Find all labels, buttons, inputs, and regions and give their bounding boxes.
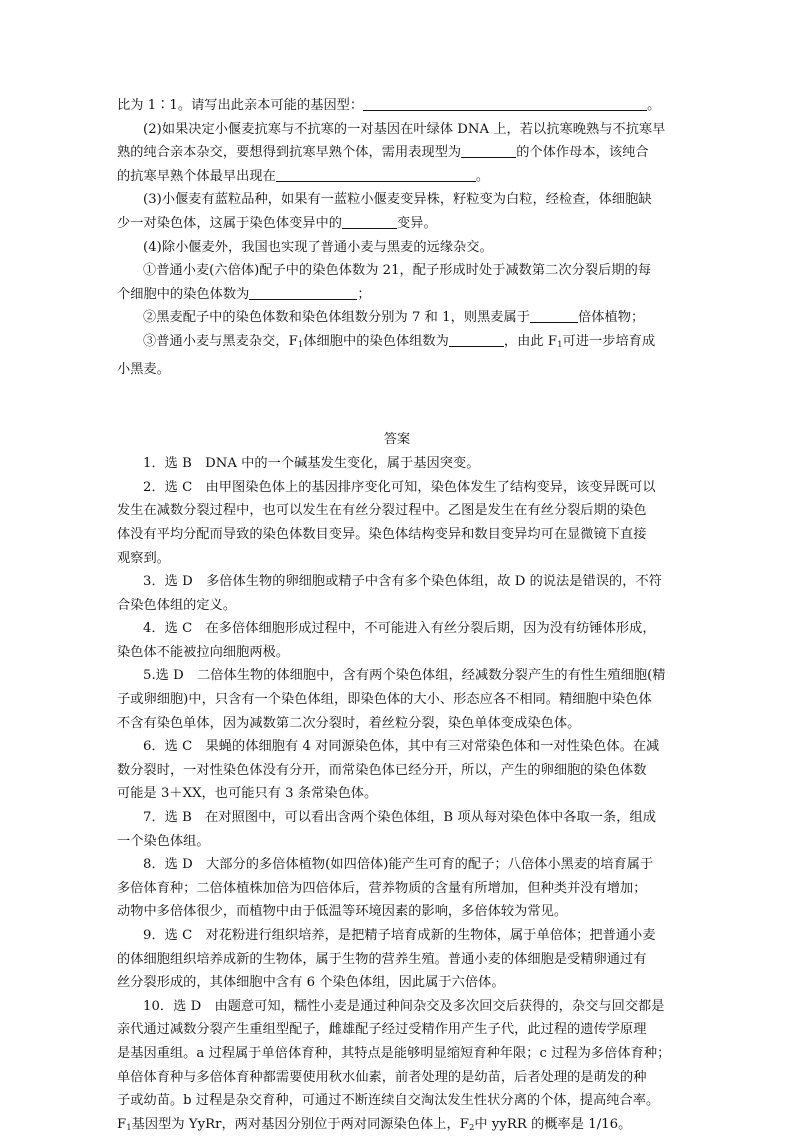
answer-line: 体没有平均分配而导致的染色体数目变异。染色体结构变异和数目变异均可在显微镜下直接	[117, 526, 647, 542]
answer-line: 5.选 D 二倍体生物的体细胞中，含有两个染色体组，经减数分裂产生的有性生殖细胞(精	[143, 668, 666, 684]
question-text: 变异。	[397, 215, 437, 231]
question-line: (4)除小偃麦外，我国也实现了普通小麦与黑麦的远缘杂交。	[143, 239, 493, 255]
answer-line: 1．选 B DNA 中的一个碱基发生变化，属于基因突变。	[143, 456, 480, 472]
question-line	[117, 165, 677, 189]
answer-line: 亲代通过减数分裂产生重组型配子，雌雄配子经过受精作用产生子代，此过程的遗传学原理	[117, 1022, 647, 1038]
question-line	[117, 306, 677, 330]
answer-blank	[276, 167, 476, 182]
question-text: ，由此 F	[503, 333, 558, 349]
answers-section	[117, 452, 677, 1113]
answer-line: 观察到。	[117, 550, 170, 566]
subscript: 1	[557, 339, 563, 350]
question-text: 熟的纯合亲本杂交，要想得到抗寒早熟个体，需用表现型为	[117, 145, 462, 161]
answer-line: 数分裂时，一对性染色体没有分开，而常染色体已经分开，所以，产生的卵细胞的染色体数	[117, 762, 647, 778]
question-text: 。	[475, 168, 490, 184]
answer-line: 4．选 C 在多倍体细胞形成过程中，不可能进入有丝分裂后期，因为没有纺锤体形成，	[143, 621, 656, 637]
subscript: 2	[468, 1122, 475, 1133]
subscript: 1	[297, 339, 304, 350]
answers-title: 答案	[383, 432, 411, 448]
question-text: 个细胞中的染色体数为	[117, 286, 250, 302]
question-line: (2)如果决定小偃麦抗寒与不抗寒的一对基因在叶绿体 DNA 上，若以抗寒晚熟与不抗寒早	[143, 121, 666, 137]
answer-text: 基因型为 YyRr，两对基因分别位于两对同源染色体上，F	[131, 1116, 469, 1132]
answer-line: 子或幼苗。b 过程是杂交育种，可通过不断连续自交淘汰发生性状分离的个体，提高纯合率。	[117, 1093, 660, 1109]
answer-line: 的体细胞组织培养成新的生物体，属于生物的营养生殖。普通小麦的体细胞是受精卵通过有	[117, 951, 647, 967]
answer-blank	[342, 214, 397, 229]
answer-line: 2．选 C 由甲图染色体上的基因排序变化可知，染色体发生了结构变异，该变异既可以	[143, 479, 656, 495]
answer-blank	[363, 96, 647, 111]
question-text: 可进一步培育成	[562, 333, 656, 349]
answer-line: 一个染色体组。	[117, 833, 210, 849]
answer-line: 发生在减数分裂过程中，也可以发生在有丝分裂过程中。乙图是发生在有丝分裂后期的染色	[117, 503, 647, 519]
answer-line: 单倍体育种与多倍体育种都需要使用秋水仙素，前者处理的是幼苗，后者处理的是萌发的种	[117, 1069, 647, 1085]
answer-blank	[449, 332, 504, 347]
question-text: ③普通小麦与黑麦杂交，F	[143, 333, 298, 349]
subscript: 1	[126, 1122, 132, 1133]
answer-line: 10．选 D 由题意可知，糯性小麦是通过种间杂交及多次回交后获得的，杂交与回交都是	[143, 998, 665, 1014]
answer-line: 是基因重组。a 过程属于单倍体育种，其特点是能够明显缩短育种年限；c 过程为多倍体育种；	[117, 1045, 671, 1061]
answer-line	[117, 1113, 677, 1140]
question-line	[117, 212, 677, 236]
document-page	[117, 94, 677, 1140]
question-line: 小黑麦。	[117, 361, 170, 377]
question-line: ①普通小麦(六倍体)配子中的染色体数为 21，配子形成时处于减数第二次分裂后期的每	[143, 263, 652, 279]
question-text: ；	[357, 286, 371, 302]
question-text: 体细胞中的染色体组数为	[303, 333, 449, 349]
answer-line: 3．选 D 多倍体生物的卵细胞或精子中含有多个染色体组，故 D 的说法是错误的，不符	[143, 574, 662, 590]
answer-line: 多倍体育种；二倍体植株加倍为四倍体后，营养物质的含量有所增加，但种类并没有增加；	[117, 880, 647, 896]
answer-blank	[249, 285, 357, 300]
questions-section	[117, 94, 677, 381]
question-line	[117, 283, 677, 307]
answer-line: 不含有染色单体，因为减数第二次分裂时，着丝粒分裂，染色单体变成染色体。	[117, 715, 581, 731]
answer-blank	[530, 308, 578, 323]
answer-text: F	[117, 1116, 127, 1132]
answer-line: 丝分裂形成的，其体细胞中含有 6 个染色体组，因此属于六倍体。	[117, 975, 505, 991]
question-text: 。	[647, 98, 661, 113]
question-text: 的个体作母本，该纯合	[516, 145, 649, 161]
answer-line: 6．选 C 果蝇的体细胞有 4 对同源染色体，其中有三对常染色体和一对性染色体。在减	[143, 739, 660, 755]
question-line	[117, 330, 677, 358]
question-line: (3)小偃麦有蓝粒品种，如果有一蓝粒小偃麦变异株，籽粒变为白粒，经检查，体细胞缺	[143, 192, 652, 208]
answer-line: 9．选 C 对花粉进行组织培养，是把精子培育成新的生物体，属于单倍体；把普通小麦	[143, 928, 656, 943]
question-text: 少一对染色体，这属于染色体变异中的	[117, 215, 343, 231]
answer-line: 可能是 3＋XX，也可能只有 3 条常染色体。	[117, 786, 378, 802]
answer-line: 合染色体组的定义。	[117, 597, 237, 613]
answer-line: 7．选 B 在对照图中，可以看出含两个染色体组，B 项从每对染色体中各取一条，组成	[143, 810, 656, 826]
question-line	[117, 94, 677, 118]
answer-blank	[461, 143, 516, 158]
question-text: 比为 1∶1。请写出此亲本可能的基因型：	[117, 98, 364, 113]
answer-line: 子或卵细胞)中，只含有一个染色体组，即染色体的大小、形态应各不相同。精细胞中染色体	[117, 692, 652, 708]
answer-line: 染色体不能被拉向细胞两极。	[117, 644, 290, 660]
answer-line: 8．选 D 大部分的多倍体植物(如四倍体)能产生可育的配子；八倍体小黑麦的培育属于	[143, 857, 654, 873]
question-line	[117, 141, 677, 165]
answer-text: 中 yyRR 的概率是 1/16。	[474, 1116, 632, 1132]
answer-line: 动物中多倍体很少，而植物中由于低温等环境因素的影响，多倍体较为常见。	[117, 904, 568, 920]
question-text: ②黑麦配子中的染色体数和染色体组数分别为 7 和 1，则黑麦属于	[143, 310, 531, 326]
question-text: 倍体植物；	[578, 310, 645, 326]
question-text: 的抗寒早熟个体最早出现在	[117, 168, 276, 184]
